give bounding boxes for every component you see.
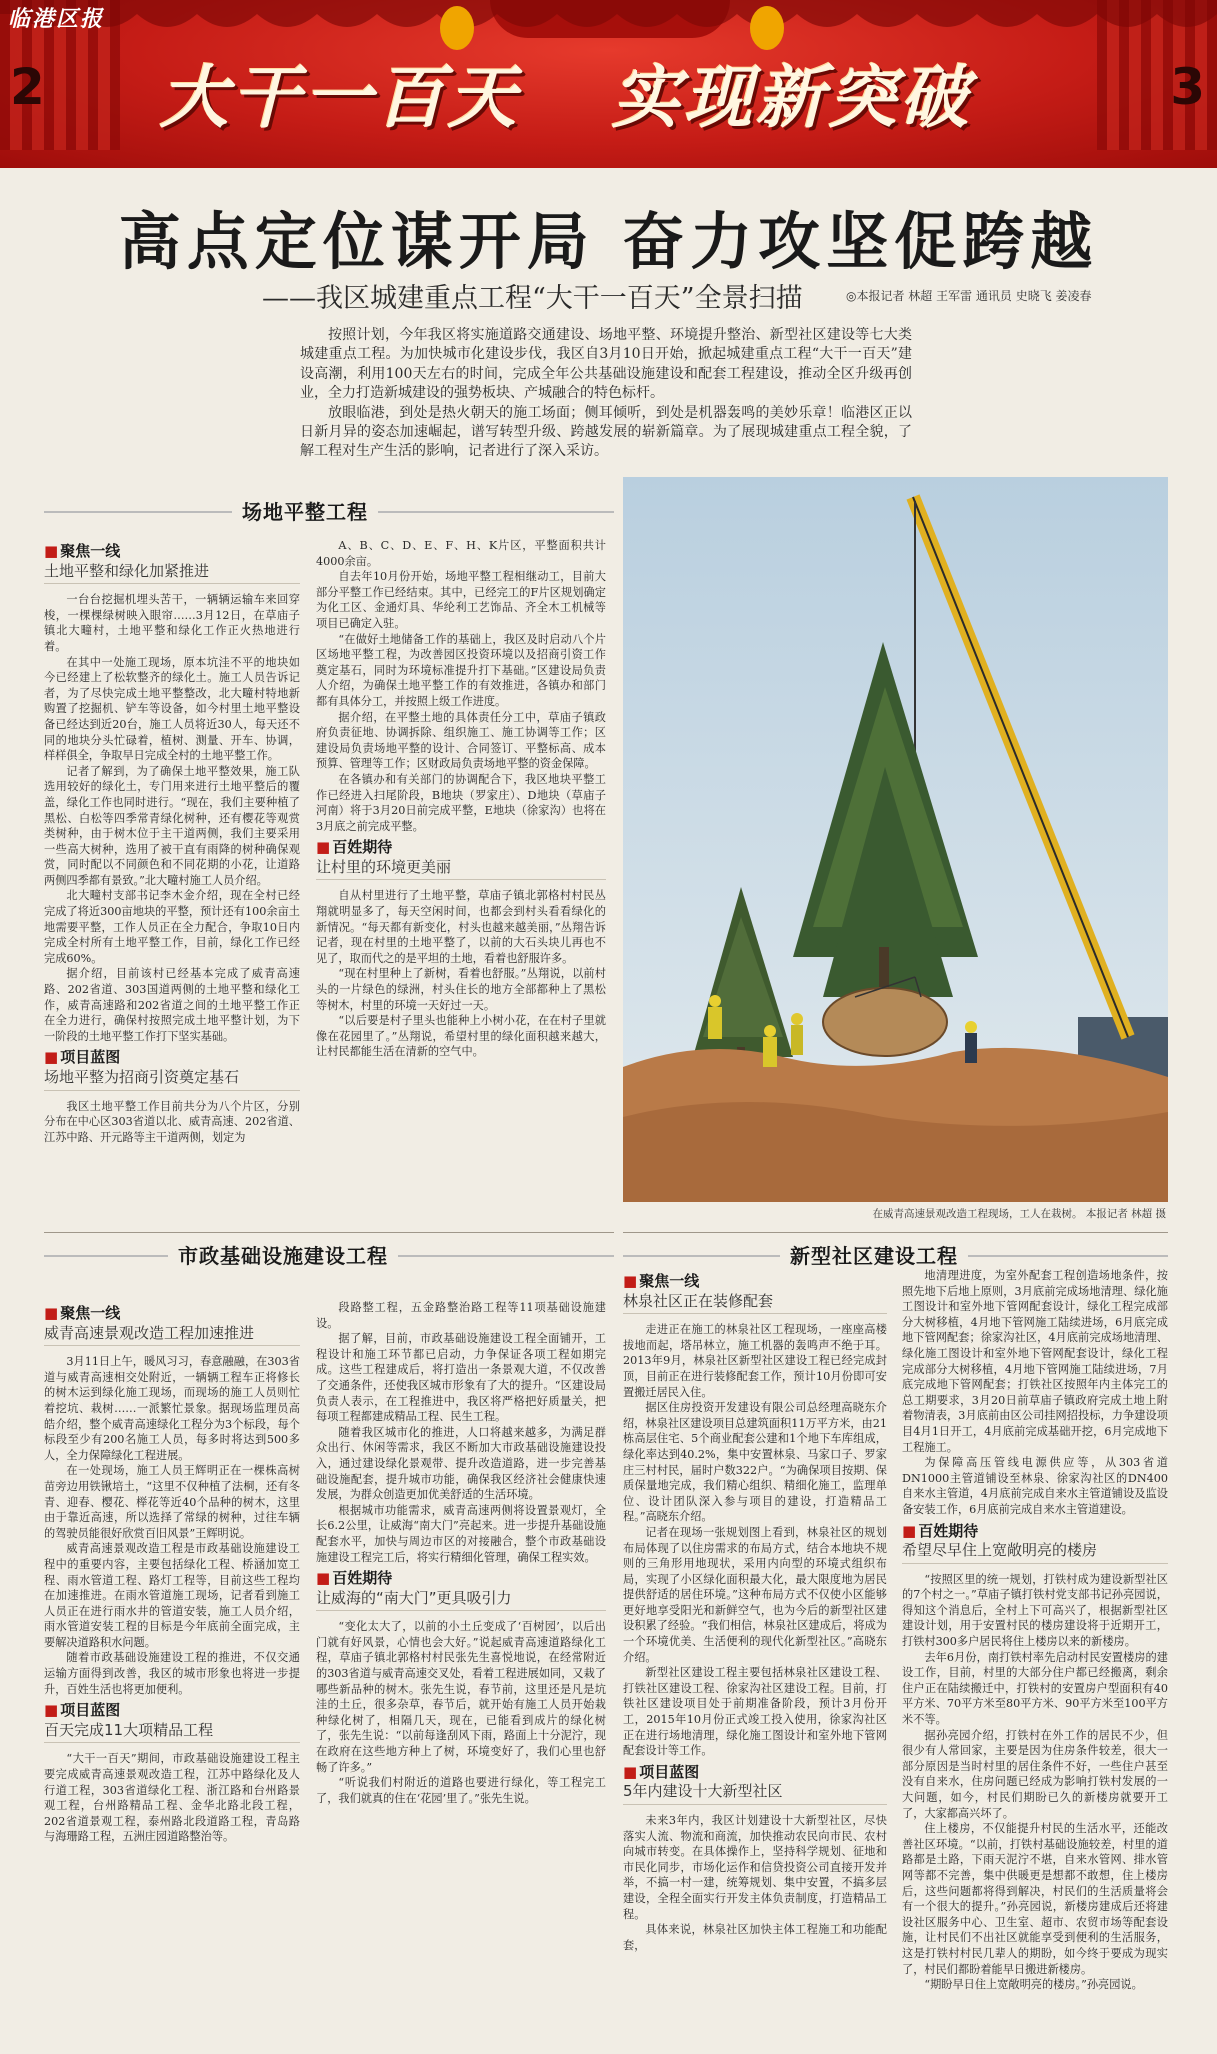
paragraph: “变化太大了，以前的小土丘变成了‘百树园’，以后出门就有好风景，心情也会大好。”说起威青高速道路绿化工程，草庙子镇北郭格村村民张先生喜悦地说，在经常附近的303省道与威青高速交叉处，看着工程进展如同，又栽了哪些新品种的树木。张先生说，春节前，这里还是凡是坑洼的土丘，很多杂草，春节后，就开始有施工人员开始栽种绿化树了，相隔几天，现在，已能看到成片的绿化树了，张先生说：“以前每逢刮风下雨，路面上十分泥泞，现在政府在这些地方种上了树，环境变好了，我们心里也舒畅了许多。” <box>316 1620 606 1774</box>
article-kicker: 土地平整和绿化加紧推进 <box>44 564 300 585</box>
section-tag: ■ 聚焦一线 <box>44 544 300 560</box>
paragraph: “以后要是村子里头也能种上小树小花，在在村子里就像在花园里了。”丛翔说，希望村里的绿化面积越来越大，让村民都能生活在清新的空气中。 <box>316 1014 606 1059</box>
banner-slogan-left: 大干一百天 <box>160 58 521 138</box>
photo-caption: 在威青高速景观改造工程现场，工人在栽树。 本报记者 林超 摄 <box>872 1208 1166 1220</box>
paragraph: 随着市政基础设施建设工程的推进，不仅交通运输方面得到改善，我区的城市形象也将进一步提升，百姓生活也将更加便利。 <box>44 1651 300 1696</box>
site-column-1 <box>44 538 300 1218</box>
section-tag: ■ 百姓期待 <box>316 840 606 856</box>
section-tag: ■ 百姓期待 <box>902 1524 1168 1540</box>
paragraph: 我区土地平整工作目前共分为八个片区，分别分布在中心区303省道以北、威青高速、202省道、江苏中路、开元路等主干道两侧，划定为 <box>44 1099 300 1144</box>
article-kicker: 百天完成11大项精品工程 <box>44 1723 300 1744</box>
intro-paragraph: 按照计划，今年我区将实施道路交通建设、场地平整、环境提升整治、新型社区建设等七大类城建重点工程。为加快城市化建设步伐，我区自3月10日开始，掀起城建重点工程“大干一百天”建设高潮，利用100天左右的时间，完成全年公共基础设施建设和配套工程建设，推动全区升级再创业，全力打造新城建设的强势板块、产城融合的特色标杆。 <box>300 327 912 402</box>
section-tag: ■ 聚焦一线 <box>623 1274 887 1290</box>
site-column-2 <box>316 538 606 1218</box>
byline: ◎本报记者 林超 王军雷 通讯员 史晓飞 姜凌春 <box>846 289 1092 303</box>
paragraph: 3月11日上午，暖风习习，春意融融，在303省道与威青高速相交处附近，一辆辆工程车正将修长的树木运到绿化施工现场，而现场的施工人员则忙着挖坑、栽树……一派繁忙景象。据现场监理员高皓介绍，整个威青高速绿化工程分为3个标段，每个标段至少有200名施工人员，每多时将达到500多人，全力保障绿化工程进展。 <box>44 1355 300 1462</box>
article-kicker: 5年内建设十大新型社区 <box>623 1784 887 1805</box>
paragraph: 据介绍，目前该村已经基本完成了威青高速路、202省道、303国道两侧的土地平整和绿化工作，威青高速路和202省道之间的土地平整工作正在全力进行，确保村按照完成土地平整计划，为下一阶段的土地平整工作打下坚实基础。 <box>44 967 300 1043</box>
paragraph: 北大疃村支部书记李木金介绍，现在全村已经完成了将近300亩地块的平整，预计还有100余亩土地需要平整，工作人员正在全力配合，争取10日内完成全村所有土地平整工作，目前，绿化工作已经完成60%。 <box>44 889 300 965</box>
paragraph: 自从村里进行了土地平整，草庙子镇北郭格村村民丛翔就明显多了，每天空闲时间，也都会到村头看看绿化的新情况。“每天都有新变化，村头也越来越美丽，”丛翔告诉记者，现在村里的土地平整了，以前的大石头块儿再也不见了，取而代之的是平坦的土地，看着也舒服许多。 <box>316 889 606 965</box>
section-tag: ■ 项目蓝图 <box>44 1050 300 1066</box>
article-kicker: 让村里的环境更美丽 <box>316 860 606 881</box>
section-title-municipal: 市政基础设施建设工程 <box>168 1240 398 1269</box>
municipal-column-1 <box>44 1300 300 2040</box>
paragraph: “大干一百天”期间，市政基础设施建设工程主要完成威青高速景观改造工程，江苏中路绿化及人行道工程，303省道绿化工程、浙江路和台州路景观工程，台州路精品工程、金华北路北段工程，202省道景观工程，泰州路北段道路工程，青岛路与海珊路工程，五洲庄园道路整治等。 <box>44 1752 300 1844</box>
paragraph: 走进正在施工的林泉社区工程现场，一座座高楼拔地而起，塔吊林立，施工机器的轰鸣声不绝于耳。2013年9月，林泉社区新型社区建设工程已经完成封顶，目前正在进行装修配套工作，预计10月份即可安置搬迁居民入住。 <box>623 1323 887 1399</box>
section-title-site: 场地平整工程 <box>232 496 378 525</box>
banner-scallop-decoration <box>0 0 1217 40</box>
community-column-2 <box>902 1268 1168 2040</box>
paragraph: 据孙亮园介绍，打铁村在外工作的居民不少，但很少有人常回家，主要是因为住房条件较差，很大一部分原因是当时村里的居住条件不好，一些住户甚至没有自来水，住房问题已经成为影响打铁村发展的一大问题，如今，村民们期盼已久的新楼房就要开工了，大家都高兴坏了。 <box>902 1728 1168 1820</box>
paragraph: 在其中一处施工现场，原本坑洼不平的地块如今已经建上了松软整齐的绿化土。施工人员告诉记者，为了尽快完成土地平整整改，北大疃村特地新购置了挖掘机、铲车等设备，如今村里土地平整设备已经达到近20台，施工人员将近30人，每天还不同的地块分头忙碌着，植树、测量、开车、协调，样样俱全，争取早日完成全村的土地平整工作。 <box>44 655 300 763</box>
paragraph: 一台台挖掘机埋头苦干，一辆辆运输车来回穿梭，一棵棵绿树映入眼帘……3月12日，在草庙子镇北大疃村，土地平整和绿化工作正火热地进行着。 <box>44 593 300 653</box>
newspaper-name: 临港区报 <box>8 7 105 32</box>
main-headline: 高点定位谋开局 奋力攻坚促跨越 <box>118 205 1099 278</box>
article-kicker: 场地平整为招商引资奠定基石 <box>44 1070 300 1091</box>
paragraph: 地清理进度，为室外配套工程创造场地条件，按照先地下后地上原则，3月底前完成场地清理、绿化施工图设计和室外地下管网配套设计，绿化工程完成部分大树移植，4月地下管网施工陆续进场，6月底完成地下管网配套；徐家沟社区，4月底前完成场地清理、绿化施工图设计和室外地下管网配套设计，绿化工程完成部分大树移植，4月地下管网施工陆续进场，7月底完成地下管网配套；打铁社区按照年内主体完工的总工期要求，3月20日前草庙子镇政府完成土地上附着物清表，3月底前由区公司挂网招投标，力争建设项目4月1日开工，4月底前完成基础开挖，6月完成地下工程施工。 <box>902 1269 1168 1454</box>
section-title-community: 新型社区建设工程 <box>780 1240 968 1269</box>
paragraph: 具体来说，林泉社区加快主体工程施工和功能配套， <box>623 1923 887 1952</box>
article-kicker: 威青高速景观改造工程加速推进 <box>44 1326 300 1347</box>
paragraph: 据了解，目前，市政基础设施建设工程全面铺开，工程设计和施工环节都已启动，力争保证各项工程如期完成。这些工程建成后，将打造出一条景观大道，不仅改善了交通条件，还使我区城市形象有了大的提升。“区建设局负责人表示，在工程推进中，我区将严格把好质量关，把每项工程都建成精品工程、民生工程。 <box>316 1332 606 1424</box>
section-tag: ■ 聚焦一线 <box>44 1306 300 1322</box>
paragraph: 在各镇办和有关部门的协调配合下，我区地块平整工作已经进入扫尾阶段，B地块（罗家庄）、D地块（草庙子河南）将于3月20日前完成平整，E地块（徐家沟）也将在3月底之前完成平整。 <box>316 772 606 833</box>
tree-planting-illustration <box>623 477 1168 1202</box>
paragraph: “按照区里的统一规划，打铁村成为建设新型社区的7个村之一。”草庙子镇打铁村党支部书记孙亮园说，得知这个消息后，全村上下可高兴了，根据新型社区建设计划，用于安置村民的楼房建设将于近期开工，打铁村300多户居民将住上楼房以来的新楼房。 <box>902 1572 1168 1649</box>
paragraph: 随着我区城市化的推进，人口将越来越多，为满足群众出行、休闲等需求，我区不断加大市政基础设施建设投入，通过建设绿化景观带、提升改造道路，进一步完善基础设施配套，提升城市功能，确保我区经济社会健康快速发展，为群众创造更加优美舒适的生活环境。 <box>316 1425 606 1502</box>
paragraph: 记者了解到，为了确保土地平整效果，施工队选用较好的绿化土，专门用来进行土地平整后的覆盖，绿化工作也同时进行。“现在，我们主要种植了黑松、白松等四季常青绿化树种，还有樱花等观赏类树种，由于树木位于主干道两侧，我们主要采用一些高大树种，选用了被干直有雨降的树种确保观赏，同时配以不同颜色和不同花期的小花，让道路两侧四季都有景致。”北大疃村施工人员介绍。 <box>44 764 300 887</box>
paragraph: “现在村里种上了新树，看着也舒服。”丛翔说，以前村头的一片绿色的绿洲，村头住长的地方全部都种上了黑松等树木，村里的环境一天好过一天。 <box>316 967 606 1012</box>
paragraph: 根据城市功能需求，威青高速两侧将设置景观灯，全长6.2公里，让威海“南大门”亮起来。进一步提升基础设施配套水平，加快与周边市区的对接融合，整个市政基础设施建设工程完工后，将实行精细化管理，确保工程实效。 <box>316 1503 606 1564</box>
page-number-left: 2 <box>10 58 45 116</box>
paragraph: 为保障高压管线电源供应等，从303省道DN1000主管道铺设至林泉、徐家沟社区的DN400自来水主管道，4月底前完成自来水主管道铺设及监设备安装工作，6月底前完成自来水主管道建设。 <box>902 1456 1168 1516</box>
intro-paragraph: 放眼临港，到处是热火朝天的施工场面；侧耳倾听，到处是机器轰鸣的美妙乐章！临港区正以日新月异的姿态加速崛起，谱写转型升级、跨越发展的崭新篇章。为了展现城建重点工程全貌，了解工程对生产生活的影响，记者进行了深入采访。 <box>300 404 912 460</box>
article-kicker: 让威海的“南大门”更具吸引力 <box>316 1591 606 1612</box>
paragraph: 自去年10月份开始，场地平整工程相继动工，目前大部分平整工作已经结束。其中，已经完工的F片区规划确定为化工区、金通灯具、华纶利工艺饰品、齐全木工机械等项目已确定入驻。 <box>316 570 606 630</box>
paragraph: “期盼早日住上宽敞明亮的楼房。”孙亮园说。 <box>924 1978 1143 1992</box>
masthead-banner <box>0 0 1217 168</box>
sub-headline: ——我区城建重点工程“大干一百天”全景扫描 <box>262 283 803 314</box>
paragraph: “听说我们村附近的道路也要进行绿化，等工程完工了，我们就真的住在‘花园’里了。”张先生说。 <box>316 1776 606 1805</box>
section-tag: ■ 项目蓝图 <box>623 1765 887 1781</box>
paragraph: 新型社区建设工程主要包括林泉社区建设工程、打铁社区建设工程、徐家沟社区建设工程。目前，打铁社区建设项目处于前期准备阶段，预计3月份开工，2015年10月份正式竣工投入使用，徐家沟社区正在进行场地清理，绿化施工图设计和室外地下管网配套设计等工作。 <box>623 1666 887 1758</box>
municipal-column-2 <box>316 1300 606 2040</box>
paragraph: 据区住房投资开发建设有限公司总经理高晓东介绍，林泉社区建设项目总建筑面积11万平方米，由21栋高层住宅、5个商业配套公建和1个地下车库组成，绿化率达到40.2%，集中安置林泉、马家口子、罗家庄三村村民，届时户数322户。“为确保项目按期、保质保量地完成，我们精心组织、精细化施工，监理单位、设计团队深入参与项目的建设，打造精品工程。”高晓东介绍。 <box>623 1401 887 1524</box>
section-tag: ■ 百姓期待 <box>316 1571 606 1587</box>
paragraph: 未来3年内，我区计划建设十大新型社区，尽快落实人流、物流和商流，加快推动农民向市民、农村向城市转变。在具体操作上，坚持科学规划、征地和市民化同步，市场化运作和信贷投资公司直接开发并举，不搞一村一建，统筹规划、集中安置，不搞多层建设，全程全面实行开发主体负责制度，打造精品工程。 <box>623 1814 887 1921</box>
divider-line <box>44 1232 614 1233</box>
paragraph: 在一处现场，施工人员王辉明正在一棵株高树苗旁边用铁锹培土，“这里不仅种植了法桐，还有冬青、迎春、樱花、榉花等近40个品种的树木，这里由于靠近高速，所以选择了常绿的树种，过往车辆的驾驶员能很好欣赏百旧风景”王辉明说。 <box>44 1464 300 1540</box>
section-tag: ■ 项目蓝图 <box>44 1703 300 1719</box>
banner-slogan-right: 实现新突破 <box>612 58 973 138</box>
paragraph: 威青高速景观改造工程是市政基础设施建设工程中的重要内容，主要包括绿化工程、桥涵加宽工程、雨水管道工程、路灯工程等，目前这些工程均在加速推进。在雨水管道施工现场，记者看到施工人员正在进行雨水井的管道安装，施工人员介绍，雨水管道安装工程的目标是今年底前全面完成，主要解决道路积水问题。 <box>44 1542 300 1649</box>
paragraph: 段路整工程，五金路整治路工程等11项基础设施建设。 <box>316 1301 606 1330</box>
paragraph: “在做好土地储备工作的基础上，我区及时启动八个片区场地平整工程，为改善园区投资环境以及招商引资工作奠定基石，同时为环境标准提升打下基础。”区建设局负责人介绍，为确保土地平整工作的有效推进，各镇办和部门都有具体分工，并按照上级工作进度。 <box>316 632 606 708</box>
paragraph: 记者在现场一张规划图上看到，林泉社区的规划布局体现了以住房需求的布局方式，结合本地块不规则的三角形用地现状，采用内向型的环境式组织布局，实现了小区绿化面积最大化，最大限度地为居民提供舒适的居住环境。”这种布局方式不仅使小区能够更好地享受阳光和新鲜空气，也为今后的新型社区建设积累了经验。“我们相信，林泉社区建成后，将成为一个环境优美、生活便利的现代化新型社区。”高晓东介绍。 <box>623 1525 887 1664</box>
intro-text <box>300 326 912 462</box>
article-kicker: 林泉社区正在装修配套 <box>623 1294 887 1315</box>
paragraph: 据介绍，在平整土地的具体责任分工中，草庙子镇政府负责征地、协调拆除、组织施工、施工协调等工作；区建设局负责场地平整的设计、合同签订、平整标高、成本预算、管理等工作；区财政局负责场地平整的资金保障。 <box>316 710 606 771</box>
paragraph: A、B、C、D、E、F、H、K片区，平整面积共计4000余亩。 <box>316 539 606 568</box>
divider-line <box>623 1232 1168 1233</box>
construction-photo <box>623 477 1168 1202</box>
paragraph: 去年6月份，南打铁村率先启动村民安置楼房的建设工作，目前，村里的大部分住户都已经搬离，剩余住户正在陆续搬迁中，打铁村的安置房户型面积有40平方米、70平方米至80平方米、90平方米至100平方米不等。 <box>902 1650 1168 1727</box>
community-column-1 <box>623 1268 887 2040</box>
article-kicker: 希望尽早住上宽敞明亮的楼房 <box>902 1543 1168 1564</box>
paragraph: 住上楼房，不仅能提升村民的生活水平，还能改善社区环境。“以前，打铁村基础设施较差，村里的道路都是土路，下雨天泥泞不堪，自来水管网、排水管网等都不完善，集中供暖更是想都不敢想，住上楼房后，这些问题都将得到解决，村民们的生活质量将会有一个很大的提升。”孙亮园说，新楼房建成后还将建设社区服务中心、卫生室、超市、农贸市场等配套设施，让村民们不出社区就能享受到便利的生活服务，这是打铁村村民几辈人的期盼，如今终于要成为现实了，村民们都盼着能早日搬进新楼房。 <box>902 1822 1168 1976</box>
page-number-right: 3 <box>1170 58 1205 116</box>
